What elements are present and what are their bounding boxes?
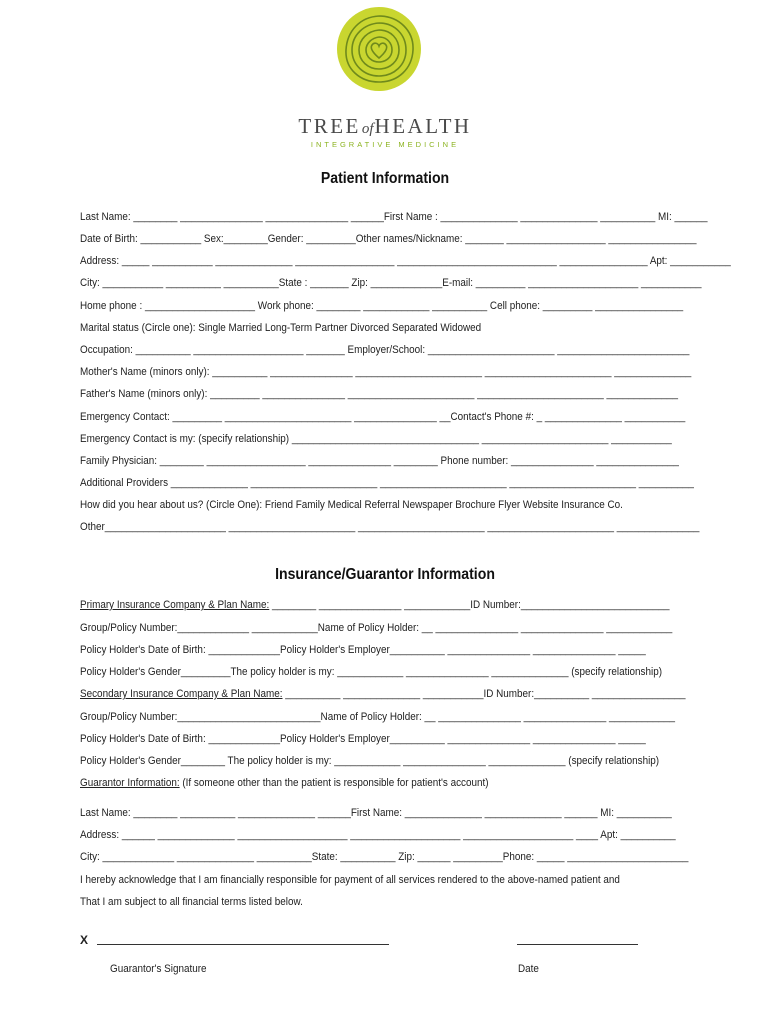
emergency-relationship-line[interactable]: Emergency Contact is my: (specify relationship) __________________________________ _______________________ ___________ [80, 433, 672, 445]
guarantor-signature-caption: Guarantor's Signature [110, 963, 207, 975]
primary-insurance-line[interactable] [80, 599, 670, 611]
signature-date-field[interactable] [517, 944, 638, 945]
date-of-birth-line[interactable]: Date of Birth: ___________ Sex:________Gender: _________Other names/Nickname: _______ __________________ ________________ [80, 233, 697, 245]
guarantor-information-line [80, 777, 489, 789]
brand-tagline: INTEGRATIVE MEDICINE [310, 140, 460, 149]
marital-status-line[interactable]: Marital status (Circle one): Single Married Long-Term Partner Divorced Separated Widowed [80, 322, 482, 334]
secondary-holder-gender-line[interactable]: Policy Holder's Gender________ The policy holder is my: ____________ _______________ ______________ (specify relationship) [80, 755, 660, 767]
patient-information-title: Patient Information [320, 170, 450, 187]
brand-name [0, 114, 770, 139]
brand-of: of [361, 121, 374, 137]
secondary-insurance-label: Secondary Insurance Company & Plan Name: [80, 688, 283, 700]
guarantor-signature-field[interactable] [97, 944, 389, 945]
secondary-insurance-fields[interactable]: __________ ______________ ___________ID Number:__________ _________________ [282, 688, 686, 700]
secondary-group-policy-line[interactable]: Group/Policy Number:__________________________Name of Policy Holder: __ _______________ _______________ ____________ [80, 711, 676, 723]
guarantor-address-line[interactable]: Address: ______ ______________ ____________________ ____________________ ____________________ ____ Apt: __________ [80, 829, 676, 841]
primary-group-policy-line[interactable]: Group/Policy Number:_____________ ____________Name of Policy Holder: __ _______________ _______________ ____________ [80, 622, 673, 634]
additional-providers-line[interactable]: Additional Providers ______________ _______________________ _______________________ _______________________ __________ [80, 477, 694, 489]
primary-insurance-label: Primary Insurance Company & Plan Name: [80, 599, 270, 611]
emergency-contact-line[interactable]: Emergency Contact: _________ _______________________ _______________ __Contact's Phone #: _ ______________ ___________ [80, 411, 686, 423]
family-physician-line[interactable]: Family Physician: ________ __________________ _______________ ________ Phone number: _______________ _______________ [80, 455, 679, 467]
fathers-name-line[interactable]: Father's Name (minors only): _________ _______________ _______________________ _______________________ _____________ [80, 388, 679, 400]
mothers-name-line[interactable]: Mother's Name (minors only): __________ _______________ _______________________ _______________________ ______________ [80, 366, 692, 378]
logo-disc [337, 7, 421, 91]
primary-holder-dob-line[interactable]: Policy Holder's Date of Birth: _____________Policy Holder's Employer__________ _______________ _______________ _____ [80, 644, 646, 656]
insurance-information-title: Insurance/Guarantor Information [275, 566, 495, 583]
city-line[interactable]: City: ___________ __________ __________State : _______ Zip: _____________E-mail: _________ ____________________ ___________ [80, 277, 702, 289]
other-line[interactable]: Other______________________ _______________________ _______________________ _______________________ _______________ [80, 521, 700, 533]
signature-x-mark: X [80, 933, 89, 947]
date-caption: Date [518, 963, 539, 975]
phone-line[interactable]: Home phone : ____________________ Work phone: ________ ____________ __________ Cell phone: _________ ________________ [80, 300, 684, 312]
primary-holder-gender-line[interactable]: Policy Holder's Gender_________The policy holder is my: ____________ _______________ ______________ (specify relationship) [80, 666, 663, 678]
secondary-holder-dob-line[interactable]: Policy Holder's Date of Birth: _____________Policy Holder's Employer__________ _______________ _______________ _____ [80, 733, 646, 745]
primary-insurance-fields[interactable]: ________ _______________ ____________ID Number:___________________________ [269, 599, 670, 611]
secondary-insurance-line[interactable] [80, 688, 686, 700]
guarantor-information-label: Guarantor Information: [80, 777, 180, 789]
acknowledgement-line-1: I hereby acknowledge that I am financially responsible for payment of all services rendered to the above-named patient and [80, 874, 620, 886]
referral-source-line[interactable]: How did you hear about us? (Circle One): Friend Family Medical Referral Newspaper Brochure Flyer Website Insurance Co. [80, 499, 623, 511]
occupation-line[interactable]: Occupation: __________ ____________________ _______ Employer/School: _______________________ ________________________ [80, 344, 690, 356]
address-line[interactable]: Address: _____ ___________ ______________ __________________ _____________________________ ________________ Apt: ___________ [80, 255, 731, 267]
acknowledgement-line-2: That I am subject to all financial terms listed below. [80, 896, 303, 908]
guarantor-information-note: (If someone other than the patient is responsible for patient's account) [179, 777, 489, 789]
brand-health: HEALTH [374, 114, 472, 138]
tree-ring-logo [336, 6, 422, 92]
guarantor-city-line[interactable]: City: _____________ ______________ __________State: __________ Zip: ______ _________Phone: _____ ______________________ [80, 851, 689, 863]
brand-tree: TREE [298, 114, 361, 138]
guarantor-name-line[interactable]: Last Name: ________ __________ ______________ ______First Name: ______________ ______________ ______ MI: __________ [80, 807, 672, 819]
last-name-line[interactable]: Last Name: ________ _______________ _______________ ______First Name : ______________ ______________ __________ MI: ______ [80, 211, 708, 223]
